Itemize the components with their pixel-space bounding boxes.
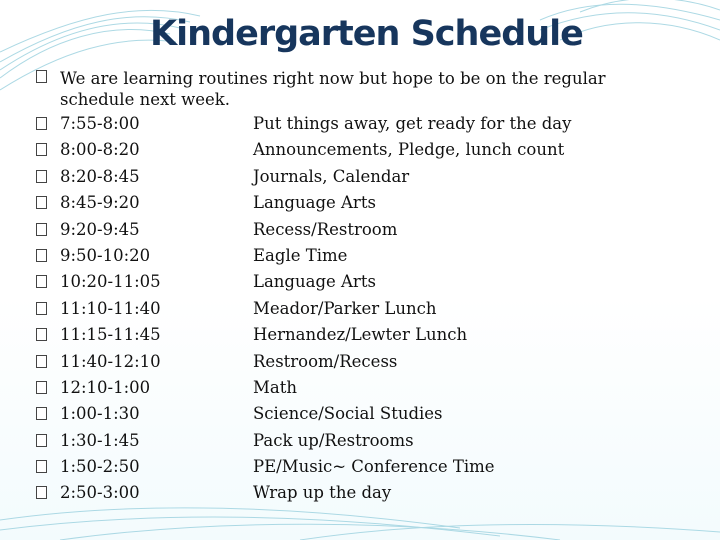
schedule-activity: Eagle Time <box>253 245 348 265</box>
schedule-time: 8:00-8:20 <box>60 140 140 160</box>
schedule-activity: Meador/Parker Lunch <box>253 298 437 318</box>
schedule-activity: Pack up/Restrooms <box>253 430 414 450</box>
schedule-list <box>36 111 686 507</box>
schedule-row <box>36 137 686 163</box>
schedule-time: 1:00-1:30 <box>60 404 140 424</box>
schedule-row <box>36 480 686 506</box>
schedule-time: 1:30-1:45 <box>60 430 140 450</box>
schedule-activity: Science/Social Studies <box>253 404 443 424</box>
schedule-row <box>36 243 686 269</box>
square-bullet-icon <box>36 196 47 209</box>
square-bullet-icon <box>36 275 47 288</box>
schedule-row <box>36 217 686 243</box>
square-bullet-icon <box>36 223 47 236</box>
square-bullet-icon <box>36 355 47 368</box>
schedule-row <box>36 401 686 427</box>
schedule-row <box>36 349 686 375</box>
schedule-row <box>36 375 686 401</box>
schedule-activity: Wrap up the day <box>253 483 392 503</box>
square-bullet-icon <box>36 143 47 156</box>
schedule-activity: Language Arts <box>253 193 376 213</box>
schedule-activity: Math <box>253 377 297 397</box>
schedule-time: 11:40-12:10 <box>60 351 161 371</box>
square-bullet-icon <box>36 486 47 499</box>
schedule-activity: Language Arts <box>253 272 376 292</box>
square-bullet-icon <box>36 381 47 394</box>
square-bullet-icon <box>36 249 47 262</box>
intro-text: We are learning routines right now but hope to be on the regular schedule next week. <box>60 69 606 109</box>
square-bullet-icon <box>36 328 47 341</box>
square-bullet-icon <box>36 170 47 183</box>
schedule-time: 9:20-9:45 <box>60 219 140 239</box>
schedule-activity: Put things away, get ready for the day <box>253 114 572 133</box>
schedule-activity: PE/Music~ Conference Time <box>253 457 495 477</box>
schedule-time: 10:20-11:05 <box>60 272 161 292</box>
schedule-activity: Recess/Restroom <box>253 219 398 239</box>
schedule-time: 2:50-3:00 <box>60 483 140 503</box>
schedule-row <box>36 296 686 322</box>
intro-paragraph <box>36 68 676 110</box>
square-bullet-icon <box>36 407 47 420</box>
schedule-row <box>36 454 686 480</box>
schedule-time: 9:50-10:20 <box>60 245 151 265</box>
square-bullet-icon <box>36 70 47 83</box>
schedule-time: 1:50-2:50 <box>60 457 140 477</box>
schedule-time: 8:20-8:45 <box>60 166 140 186</box>
schedule-time: 11:10-11:40 <box>60 298 161 318</box>
square-bullet-icon <box>36 117 47 130</box>
schedule-time: 11:15-11:45 <box>60 325 161 345</box>
schedule-row <box>36 269 686 295</box>
square-bullet-icon <box>36 460 47 473</box>
schedule-time: 8:45-9:20 <box>60 193 140 213</box>
schedule-time: 7:55-8:00 <box>60 114 140 133</box>
schedule-row <box>36 428 686 454</box>
schedule-time: 12:10-1:00 <box>60 377 151 397</box>
schedule-row <box>36 111 686 137</box>
square-bullet-icon <box>36 302 47 315</box>
schedule-activity: Hernandez/Lewter Lunch <box>253 325 468 345</box>
schedule-activity: Announcements, Pledge, lunch count <box>253 140 565 160</box>
schedule-activity: Journals, Calendar <box>253 166 410 186</box>
schedule-row <box>36 164 686 190</box>
schedule-row <box>36 190 686 216</box>
square-bullet-icon <box>36 434 47 447</box>
schedule-activity: Restroom/Recess <box>253 351 398 371</box>
page-title: Kindergarten Schedule <box>150 14 583 54</box>
schedule-row <box>36 322 686 348</box>
